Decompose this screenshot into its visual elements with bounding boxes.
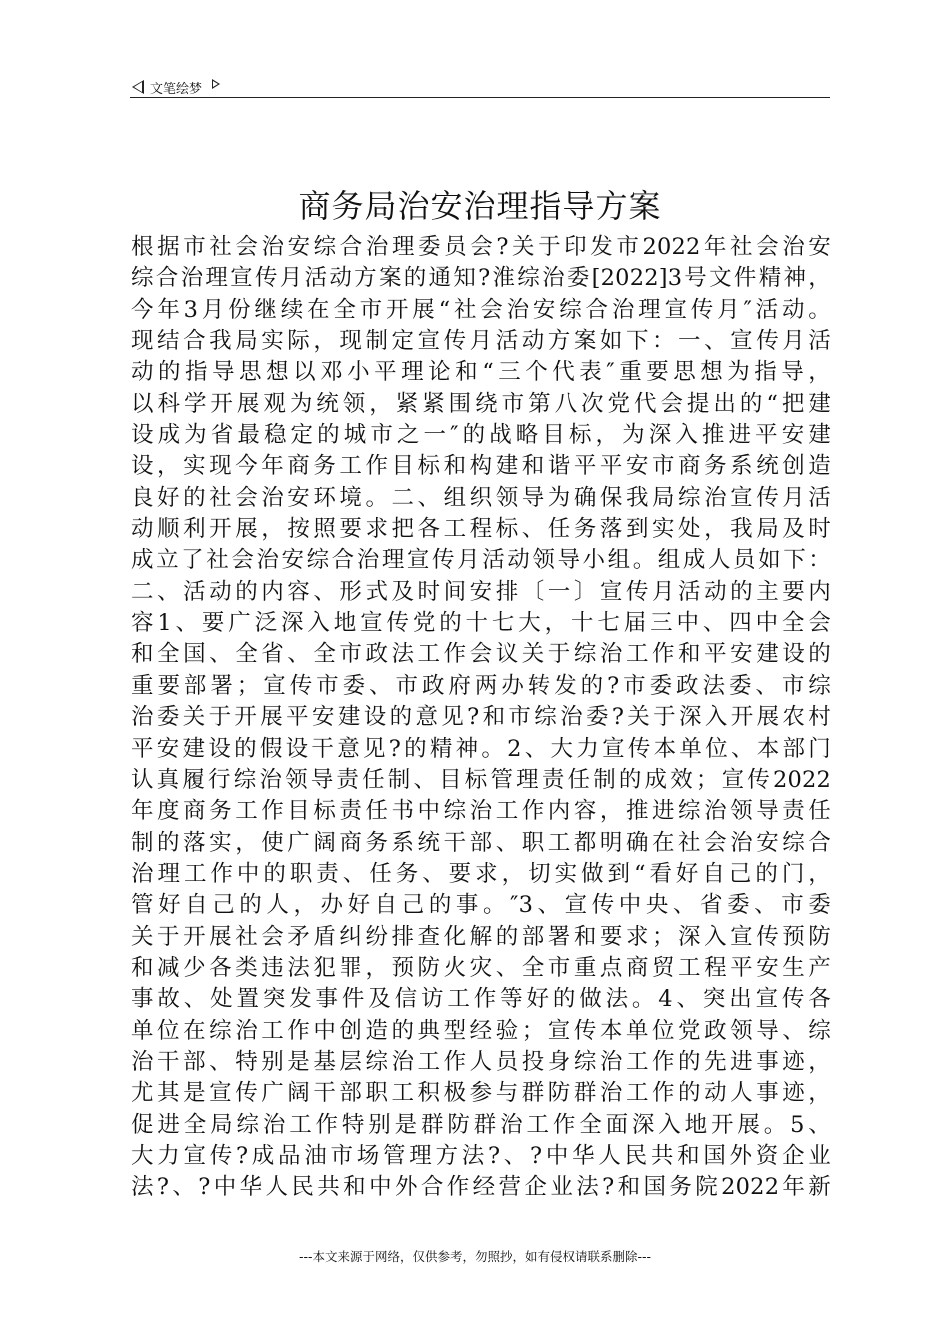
- body-line: 认真履行综治领导责任制、目标管理责任制的成效；宣传2022: [131, 766, 831, 793]
- triangle-right-icon: [212, 79, 220, 89]
- body-line: 关于开展社会矛盾纠纷排查化解的部署和要求；深入宣传预防: [131, 923, 831, 950]
- body-line: 良好的社会治安环境。二、组织领导为确保我局综治宣传月活: [131, 484, 831, 511]
- footer-disclaimer: ---本文来源于网络，仅供参考，勿照抄，如有侵权请联系删除---: [298, 1249, 652, 1264]
- body-line: 二、活动的内容、形式及时间安排〔一〕宣传月活动的主要内: [131, 578, 831, 605]
- document-body: [131, 232, 831, 1204]
- body-line: 综合治理宣传月活动方案的通知?淮综治委[2022]3号文件精神，: [131, 265, 831, 292]
- body-line: 治理工作中的职责、任务、要求，切实做到“看好自己的门，: [131, 860, 831, 887]
- body-line: 设，实现今年商务工作目标和构建和谐平平安市商务系统创造: [131, 453, 831, 480]
- body-line: 法?、?中华人民共和中外合作经营企业法?和国务院2022年新: [131, 1174, 831, 1201]
- body-line: 大力宣传?成品油市场管理方法?、?中华人民共和国外资企业: [131, 1142, 831, 1169]
- document-title: 商务局治安治理指导方案: [298, 187, 662, 225]
- body-line: 和减少各类违法犯罪，预防火灾、全市重点商贸工程平安生产: [131, 954, 831, 981]
- body-line: 成立了社会治安综合治理宣传月活动领导小组。组成人员如下：: [131, 547, 831, 574]
- body-line: 动顺利开展，按照要求把各工程标、任务落到实处，我局及时: [131, 516, 831, 543]
- page-header: [132, 76, 830, 98]
- body-line: 设成为省最稳定的城市之一″的战略目标，为深入推进平安建: [131, 422, 831, 449]
- body-line: 平安建设的假设干意见?的精神。2、大力宣传本单位、本部门: [131, 735, 831, 762]
- body-line: 单位在综治工作中创造的典型经验；宣传本单位党政领导、综: [131, 1017, 831, 1044]
- brand-label: 文笔绘梦: [150, 81, 203, 97]
- body-line: 今年3月份继续在全市开展“社会治安综合治理宣传月″活动。: [131, 296, 831, 323]
- body-line: 动的指导思想以邓小平理论和“三个代表″重要思想为指导，: [131, 359, 831, 386]
- body-line: 制的落实，使广阔商务系统干部、职工都明确在社会治安综合: [131, 829, 831, 856]
- body-line: 事故、处置突发事件及信访工作等好的做法。4、突出宣传各: [131, 986, 831, 1013]
- body-line: 容1、要广泛深入地宣传党的十七大，十七届三中、四中全会: [131, 610, 831, 637]
- header-divider: [130, 97, 830, 98]
- body-line: 现结合我局实际，现制定宣传月活动方案如下：一、宣传月活: [131, 328, 831, 355]
- body-line: 和全国、全省、全市政法工作会议关于综治工作和平安建设的: [131, 641, 831, 668]
- body-line: 治委关于开展平安建设的意见?和市综治委?关于深入开展农村: [131, 704, 831, 731]
- body-line: 尤其是宣传广阔干部职工积极参与群防群治工作的动人事迹，: [131, 1080, 831, 1107]
- body-line: 以科学开展观为统领，紧紧围绕市第八次党代会提出的“把建: [131, 390, 831, 417]
- body-line: 年度商务工作目标责任书中综治工作内容，推进综治领导责任: [131, 798, 831, 825]
- triangle-left-icon: [132, 80, 144, 94]
- body-line: 根据市社会治安综合治理委员会?关于印发市2022年社会治安: [131, 234, 831, 260]
- body-line: 促进全局综治工作特别是群防群治工作全面深入地开展。5、: [131, 1111, 831, 1138]
- body-line: 重要部署；宣传市委、市政府两办转发的?市委政法委、市综: [131, 672, 831, 699]
- body-line: 管好自己的人，办好自己的事。″3、宣传中央、省委、市委: [131, 892, 831, 919]
- body-line: 治干部、特别是基层综治工作人员投身综治工作的先进事迹，: [131, 1048, 831, 1075]
